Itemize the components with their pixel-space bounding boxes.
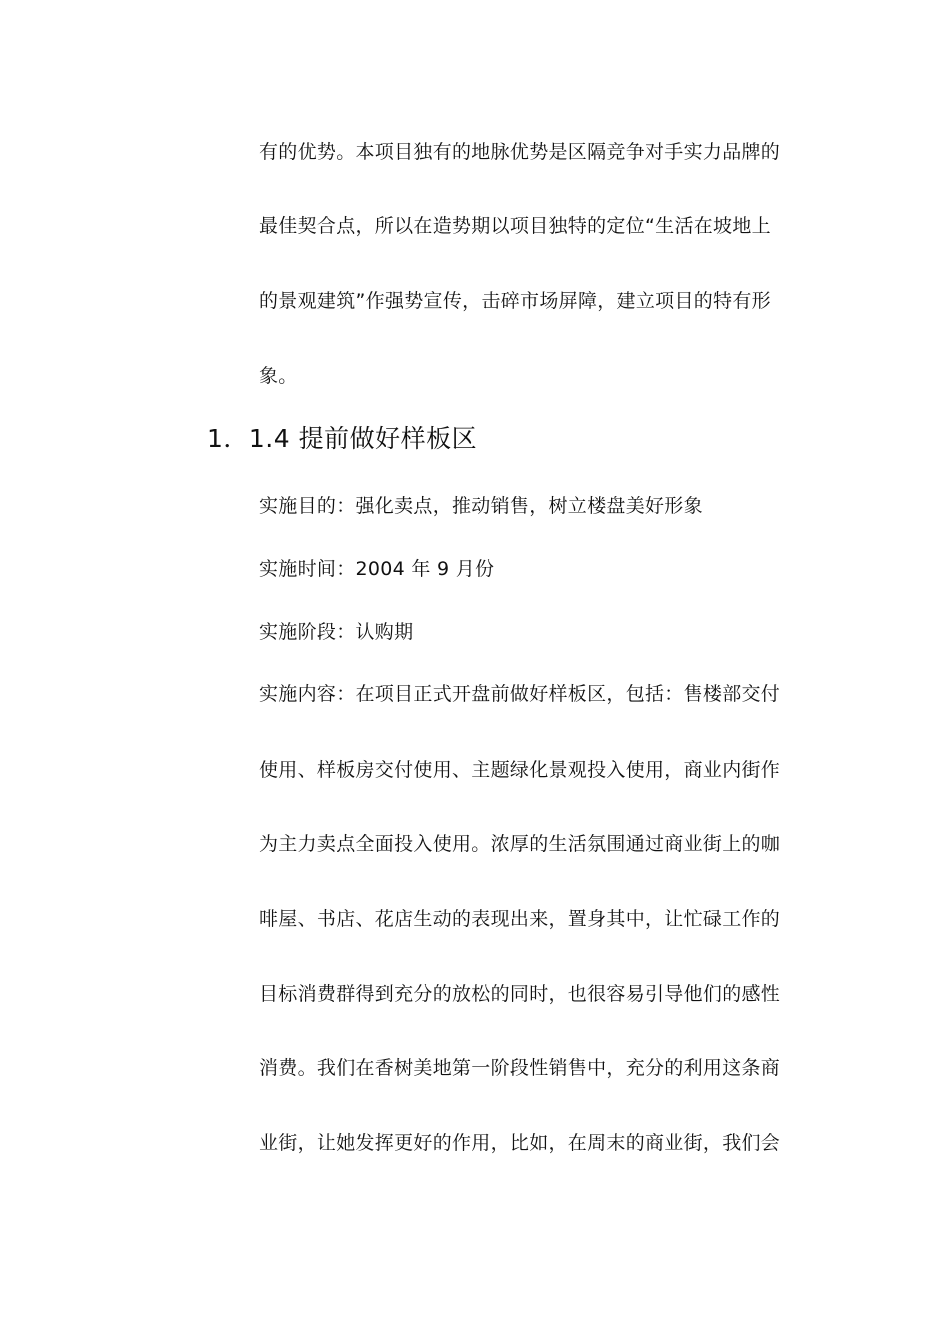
paragraph-line: 有的优势。本项目独有的地脉优势是区隔竞争对手实力品牌的 [259,141,781,163]
content-line: 消费。我们在香树美地第一阶段性销售中，充分的利用这条商 [259,1057,781,1079]
content-line: 使用、样板房交付使用、主题绿化景观投入使用，商业内街作 [259,759,781,781]
content-line: 实施内容：在项目正式开盘前做好样板区，包括：售楼部交付 [259,683,781,705]
paragraph-line: 的景观建筑”作强势宣传，击碎市场屏障，建立项目的特有形 [259,290,771,312]
section-heading: 1．1.4 提前做好样板区 [207,424,478,453]
content-line: 啡屋、书店、花店生动的表现出来，置身其中，让忙碌工作的 [259,908,781,930]
paragraph-line: 最佳契合点，所以在造势期以项目独特的定位“生活在坡地上 [259,215,771,237]
detail-purpose: 实施目的：强化卖点，推动销售，树立楼盘美好形象 [259,495,703,517]
detail-stage: 实施阶段：认购期 [259,621,414,643]
paragraph-line: 象。 [259,365,298,387]
content-line: 为主力卖点全面投入使用。浓厚的生活氛围通过商业街上的咖 [259,833,781,855]
content-line: 目标消费群得到充分的放松的同时，也很容易引导他们的感性 [259,983,781,1005]
content-line: 业街，让她发挥更好的作用，比如，在周末的商业街，我们会 [259,1132,781,1154]
detail-time: 实施时间：2004 年 9 月份 [259,558,495,580]
